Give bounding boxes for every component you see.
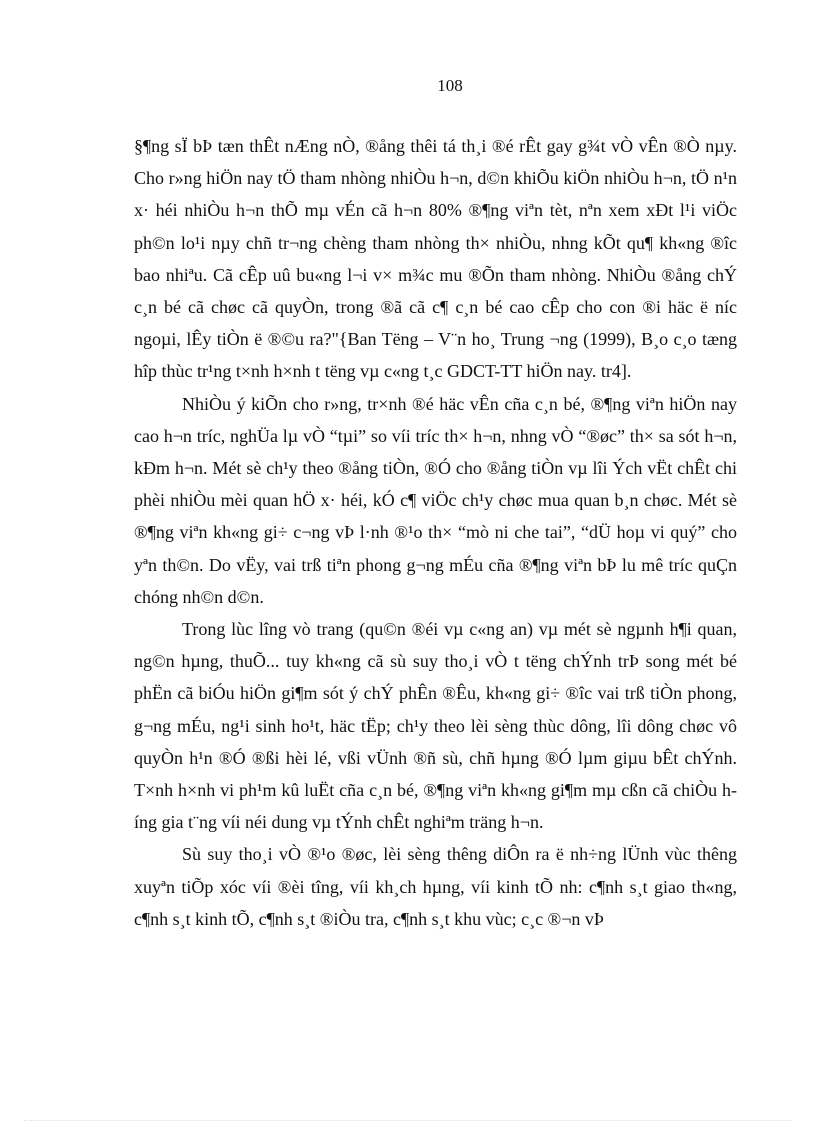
paragraph-4: Sù suy tho¸i vÒ ®¹o ®øc, lèi sèng thêng diÔn ra ë nh÷ng lÜnh vùc thêng xuyªn tiÕp xóc víi ®èi tîng, víi kh¸ch hµng, víi kinh tÕ nh: c¶nh s¸t giao th«ng, c¶nh s¸t kinh tÕ, c¶nh s¸t ®iÒu tra, c¶nh s¸t khu vùc; c¸c ®¬n vÞ: [134, 844, 737, 929]
page-bottom-divider: [24, 1120, 792, 1121]
paragraph-3: Trong lùc lîng vò trang (qu©n ®éi vµ c«ng an) vµ mét sè ngµnh h¶i quan, ng©n hµng, thuÕ... tuy kh«ng cã sù suy tho¸i vÒ t tëng chÝnh trÞ song mét bé phËn cã biÓu hiÖn gi¶m sót ý chÝ phÊn ®Êu, kh«ng gi÷ ®îc vai trß tiÒn phong, g¬ng mÉu, ng¹i sinh ho¹t, häc tËp; ch¹y theo lèi sèng thùc dông, lîi dông chøc vô quyÒn h¹n ®Ó ®ßi hèi lé, vßi vÜnh ®ñ sù, chñ hµng ®Ó lµm giµu bÊt chÝnh. T×nh h×nh vi ph¹m kû luËt cña c¸n bé, ®¶ng viªn kh«ng gi¶m mµ cßn cã chiÒu híng gia t¨ng víi néi dung vµ tÝnh chÊt nghiªm träng h¬n.: [134, 619, 737, 833]
paragraph-2: NhiÒu ý kiÕn cho r»ng, tr×nh ®é häc vÊn cña c¸n bé, ®¶ng viªn hiÖn nay cao h¬n tríc, nghÜa lµ vÒ “tµi” so víi tríc th× h¬n, nhng vÒ “®øc” th× sa sót h¬n, kÐm h¬n. Mét sè ch¹y theo ®ång tiÒn, ®Ó cho ®ång tiÒn vµ lîi Ých vËt chÊt chi phèi nhiÒu mèi quan hÖ x· héi, kÓ c¶ viÖc ch¹y chøc mua quan b¸n chøc. Mét sè ®¶ng viªn kh«ng gi÷ c¬ng vÞ l·nh ®¹o th× “mò ni che tai”, “dÜ hoµ vi quý” cho yªn th©n. Do vËy, vai trß tiªn phong g¬ng mÉu cña ®¶ng viªn bÞ lu mê tríc quÇn chóng nh©n d©n.: [134, 393, 737, 607]
paragraph-1: §¶ng sÏ bÞ tæn thÊt nÆng nÒ, ®ång thêi tá th¸i ®é rÊt gay g¾t vÒ vÊn ®Ò nµy. Cho r»ng hiÖn nay tÖ tham nhòng nhiÒu h¬n, d©n khiÕu kiÖn nhiÒu h¬n, tÖ n¹n x· héi nhiÒu h¬n thÕ mµ vÉn cã h¬n 80% ®¶ng viªn tèt, nªn xem xÐt l¹i viÖc ph©n lo¹i nµy chñ tr¬ng chèng tham nhòng th× nhiÒu, nhng kÕt qu¶ kh«ng ®îc bao nhiªu. Cã cÊp uû bu«ng l¬i v× m¾c mu ®Õn tham nhòng. NhiÒu ®ång chÝ c¸n bé cã chøc cã quyÒn, trong ®ã cã c¶ c¸n bé cao cÊp cho con ®i häc ë níc ngoµi, lÊy tiÒn ë ®©u ra?"{Ban Tëng – V¨n ho¸ Trung ¬ng (1999), B¸o c¸o tæng hîp thùc tr¹ng t×nh h×nh t tëng vµ c«ng t¸c GDCT-TT hiÖn nay. tr4].: [134, 136, 737, 382]
body-text: [134, 130, 737, 935]
page-number: 108: [437, 76, 463, 95]
